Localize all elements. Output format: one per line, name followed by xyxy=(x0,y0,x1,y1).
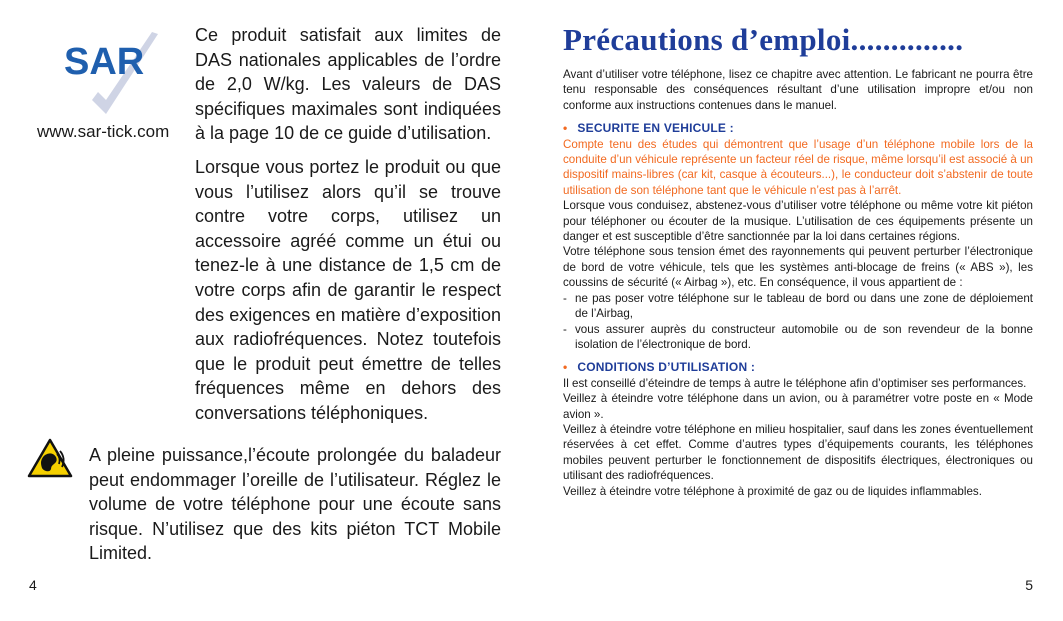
usage-paragraph: Veillez à éteindre votre téléphone en milieu hospitalier, sauf dans les zones éventuellement réservées à cet effet. Comme d’autres types d’équipements courants, les téléphones mobiles peuvent perturber le fonctionnement de dispositifs électriques, électroniques ou utilisant des radiofréquences. xyxy=(563,422,1033,483)
body-contact-paragraph: Lorsque vous portez le produit ou que vous l’utilisez alors qu’il se trouve contre votre corps, utilisez un accessoire agréé comme un étui ou tenez-le à une distance de 1,5 cm de votre corps afin de garantir le respect des exigences en matière d’exposition aux radiofréquences. Notez toutefois que le produit peut émettre de telles fréquences même en dehors des conversations téléphoniques. xyxy=(195,157,501,423)
page-number-left: 4 xyxy=(29,577,37,593)
list-item-text: vous assurer auprès du constructeur automobile ou de son revendeur de la bonne isolation de l’électronique de bord. xyxy=(575,322,1033,351)
sar-paragraph: Ce produit satisfait aux limites de DAS nationales applicables de l’ordre de 2,0 W/kg. Les valeurs de DAS spécifiques maximales sont indiquées à la page 10 de ce guide d’utilisation. xyxy=(195,25,501,144)
page-title: Précautions d’emploi.............. xyxy=(563,22,964,57)
precautions-column xyxy=(563,67,1033,499)
bullet-icon: • xyxy=(563,121,568,136)
dash-marker: - xyxy=(563,322,567,336)
usage-paragraph: Veillez à éteindre votre téléphone dans un avion, ou à paramétrer votre poste en « Mode avion ». xyxy=(563,392,1033,421)
list-item xyxy=(563,322,1033,353)
usage-paragraph: Veillez à éteindre votre téléphone à proximité de gaz ou de liquides inflammables. xyxy=(563,484,982,498)
section-heading-label: CONDITIONS D’UTILISATION : xyxy=(577,360,756,375)
section-heading-vehicle xyxy=(563,121,1033,136)
sar-logo xyxy=(62,30,160,118)
hearing-warning-text: A pleine puissance,l’écoute prolongée du baladeur peut endommager l’oreille de l’utilisateur. Réglez le volume de votre téléphone pour une écoute sans risque. N’utilisez que des kits piéton TCT Mobile Limited. xyxy=(89,445,501,564)
dash-marker: - xyxy=(563,291,567,305)
sar-logo-text: SAR xyxy=(64,41,145,83)
bullet-icon: • xyxy=(563,360,568,375)
section-heading-label: SECURITE EN VEHICULE : xyxy=(577,121,734,136)
intro-paragraph: Avant d’utiliser votre téléphone, lisez ce chapitre avec attention. Le fabricant ne pourra être tenu responsable des conséquences résultant d’une utilisation impropre et/ou non conforme aux instructions contenues dans le manuel. xyxy=(563,68,1033,112)
page-number-right: 5 xyxy=(1025,577,1033,593)
radiation-paragraph: Votre téléphone sous tension émet des rayonnements qui peuvent perturber l’électronique de bord de votre véhicule, tels que les systèmes anti-blocage de freins (« ABS »), les coussins de sécurité (« Airbag »), etc. En conséquence, il vous appartient de : xyxy=(563,245,1033,290)
left-page xyxy=(0,0,531,621)
list-item-text: ne pas poser votre téléphone sur le tableau de bord ou dans une zone de déploiement de l’Airbag, xyxy=(575,291,1033,321)
section-heading-usage xyxy=(563,360,1033,375)
sar-url: www.sar-tick.com xyxy=(37,122,170,141)
hearing-warning-icon xyxy=(27,438,73,478)
list-item xyxy=(563,291,1033,322)
right-page xyxy=(531,0,1063,621)
usage-paragraph: Il est conseillé d’éteindre de temps à autre le téléphone afin d’optimiser ses performances. xyxy=(563,376,1027,390)
driving-paragraph: Lorsque vous conduisez, abstenez-vous d’utiliser votre téléphone ou même votre kit piéton pour téléphoner ou écouter de la musique. L’utilisation de ces équipements présente un danger et est susceptible d’être sanctionnée par la loi dans certaines régions. xyxy=(563,199,1033,244)
vehicle-warning-paragraph: Compte tenu des études qui démontrent que l’usage d’un téléphone mobile lors de la conduite d’un véhicule représente un facteur réel de risque, même lorsqu’il est associé à un dispositif mains-libres (car kit, casque à écouteurs...), le conducteur doit s’abstenir de toute utilisation de son téléphone tant que le véhicule n’est pas à l’arrêt. xyxy=(563,137,1033,197)
